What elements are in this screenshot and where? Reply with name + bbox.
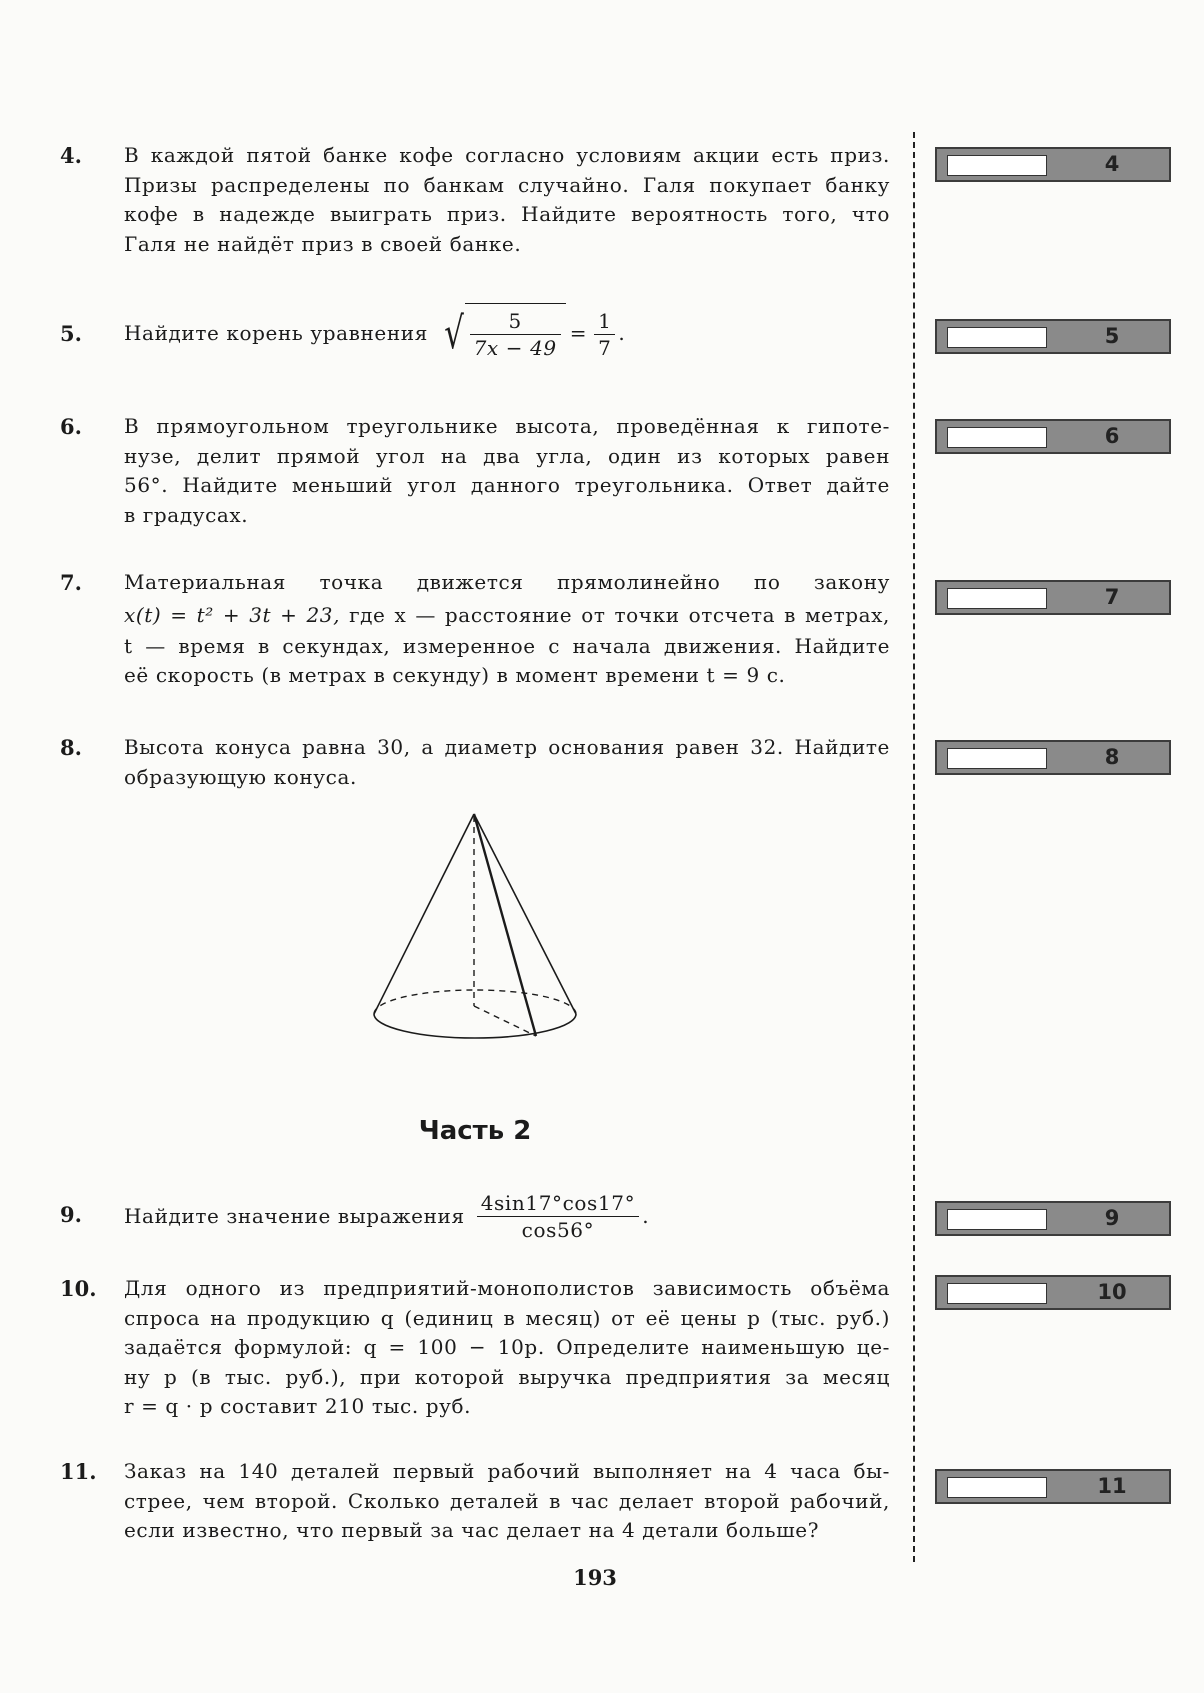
task-number: 7. (60, 570, 82, 595)
denominator: 7x − 49 (473, 336, 557, 360)
task-number: 11. (60, 1459, 97, 1484)
answer-box-6 (935, 419, 1171, 454)
task-line: Материальная точка движется прямолинейно по закону (124, 570, 890, 594)
formula: x(t) = t² + 3t + 23, (124, 602, 341, 627)
task-8 (60, 733, 890, 792)
radical-sign: √ (444, 308, 465, 359)
answer-box-4 (935, 147, 1171, 182)
period: . (642, 1203, 650, 1228)
task-line-rest: где x — расстояние от точки отсчета в метрах, (349, 602, 891, 627)
answer-label: 9 (1104, 1206, 1120, 1230)
numerator: 5 (470, 308, 561, 335)
task-text (124, 1274, 890, 1422)
task-11 (60, 1457, 890, 1546)
answer-field[interactable] (947, 327, 1047, 348)
task-line: Призы распределены по банкам случайно. Галя покупает банку (124, 172, 890, 197)
task-10 (60, 1274, 890, 1422)
cone-left-side (374, 814, 474, 1014)
task-line: спроса на продукцию q (единиц в месяц) от её цены p (тыс. руб.) (124, 1305, 890, 1330)
answer-field[interactable] (947, 1477, 1047, 1498)
task-5 (60, 303, 890, 365)
task-7 (60, 568, 890, 691)
cut-line (913, 132, 915, 1562)
task-line: r = q · p составит 210 тыс. руб. (124, 1394, 472, 1418)
task-line: Найдите корень уравнения (124, 321, 428, 346)
cone-base-back (374, 990, 576, 1014)
task-line: 56°. Найдите меньший угол данного треугольника. Ответ дайте (124, 473, 890, 497)
section-title: Часть 2 (418, 1116, 532, 1146)
task-line (124, 598, 890, 632)
page-number: 193 (573, 1565, 617, 1590)
task-line: задаётся формулой: q = 100 − 10p. Определите наименьшую це- (124, 1335, 890, 1359)
period: . (618, 321, 626, 346)
fraction (594, 308, 615, 361)
answer-field[interactable] (947, 588, 1047, 609)
task-line: Для одного из предприятий-монополистов зависимость объёма (124, 1276, 890, 1300)
task-text (124, 568, 890, 691)
task-line: В прямоугольном треугольнике высота, проведённая к гипоте- (124, 414, 890, 438)
task-text (124, 1190, 890, 1243)
cone-figure (360, 800, 590, 1040)
cone-radius (474, 1006, 536, 1036)
task-text (124, 303, 890, 365)
task-line: ну p (в тыс. руб.), при которой выручка предприятия за месяц (124, 1364, 890, 1389)
answer-field[interactable] (947, 1209, 1047, 1230)
denominator: 7 (598, 335, 612, 360)
answer-box-11 (935, 1469, 1171, 1504)
answer-field[interactable] (947, 1283, 1047, 1304)
task-text (124, 412, 890, 530)
answer-box-10 (935, 1275, 1171, 1310)
answer-label: 5 (1104, 324, 1120, 348)
answer-field[interactable] (947, 748, 1047, 769)
answer-label: 6 (1104, 424, 1120, 448)
answer-label: 4 (1104, 152, 1120, 176)
denominator: cos56° (521, 1218, 595, 1242)
task-line: образующую конуса. (124, 764, 357, 789)
fraction (470, 308, 561, 361)
task-9 (60, 1190, 890, 1243)
answer-label: 10 (1097, 1280, 1127, 1304)
cone-right-side (474, 814, 576, 1014)
task-number: 4. (60, 143, 82, 168)
fraction (477, 1190, 639, 1243)
task-text (124, 141, 890, 259)
answer-field[interactable] (947, 427, 1047, 448)
task-number: 5. (60, 321, 82, 346)
task-line: нузе, делит прямой угол на два угла, один из которых равен (124, 443, 890, 468)
answer-label: 7 (1104, 585, 1120, 609)
task-line: стрее, чем второй. Сколько деталей в час делает второй рабочий, (124, 1488, 890, 1513)
answer-label: 11 (1097, 1474, 1127, 1498)
answer-field[interactable] (947, 155, 1047, 176)
task-line: если известно, что первый за час делает на 4 детали больше? (124, 1518, 820, 1542)
task-line: её скорость (в метрах в секунду) в момент времени t = 9 с. (124, 663, 786, 687)
answer-box-7 (935, 580, 1171, 615)
task-line: Галя не найдёт приз в своей банке. (124, 231, 522, 256)
task-number: 9. (60, 1202, 82, 1227)
task-4 (60, 141, 890, 259)
equals-sign: = (569, 321, 588, 346)
task-line: Найдите значение выражения (124, 1203, 465, 1228)
task-line: t — время в секундах, измеренное с начала движения. Найдите (124, 633, 890, 658)
task-text (124, 1457, 890, 1546)
task-6 (60, 412, 890, 530)
answer-box-9 (935, 1201, 1171, 1236)
numerator: 1 (594, 308, 615, 335)
answer-box-5 (935, 319, 1171, 354)
task-text (124, 733, 890, 792)
task-line: В каждой пятой банке кофе согласно условиям акции есть приз. (124, 143, 890, 167)
task-number: 10. (60, 1276, 97, 1301)
cone-base-front (374, 1014, 576, 1038)
task-number: 6. (60, 414, 82, 439)
task-line: кофе в надежде выиграть приз. Найдите вероятность того, что (124, 202, 890, 226)
answer-label: 8 (1104, 745, 1120, 769)
task-line: Высота конуса равна 30, а диаметр основания равен 32. Найдите (124, 735, 890, 759)
cone-slant-height (474, 814, 536, 1036)
task-line: Заказ на 140 деталей первый рабочий выполняет на 4 часа бы- (124, 1459, 890, 1483)
numerator: 4sin17°cos17° (477, 1190, 639, 1217)
answer-box-8 (935, 740, 1171, 775)
sqrt-expression (440, 303, 566, 365)
task-number: 8. (60, 735, 82, 760)
task-line: в градусах. (124, 502, 249, 527)
